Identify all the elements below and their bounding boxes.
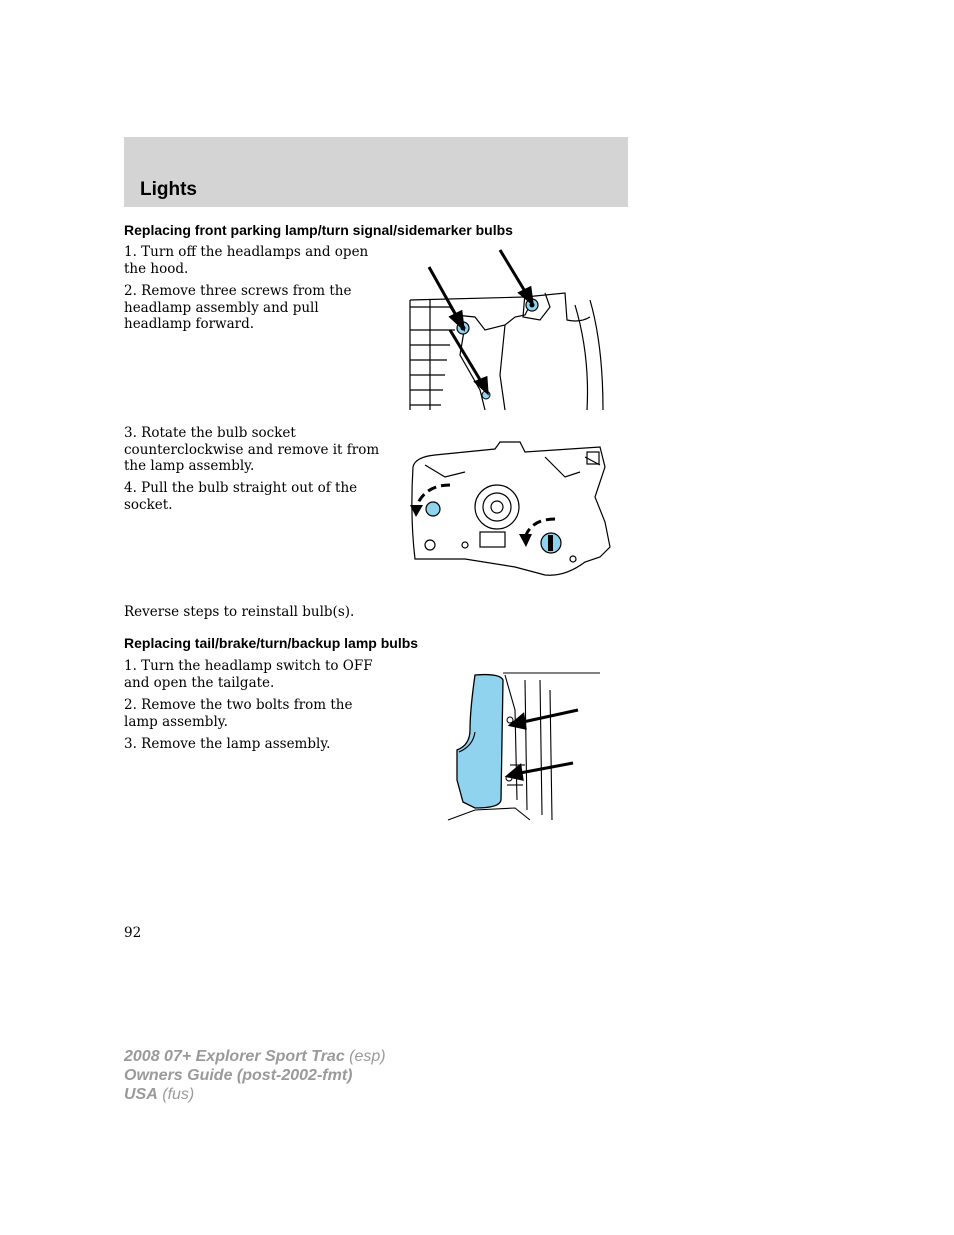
document-footer	[124, 1047, 386, 1104]
bulb-socket-illustration	[405, 437, 615, 582]
footer-line3-thin: (fus)	[162, 1086, 195, 1103]
footer-line2-bold: Owners Guide (post-2002-fmt)	[124, 1067, 353, 1084]
tail-lamp-illustration	[445, 670, 605, 825]
section-header-band	[124, 137, 628, 207]
section2-step-2: 2. Remove the two bolts from the lamp assembly.	[124, 697, 353, 730]
section1-step-3: 3. Rotate the bulb socket counterclockwise and remove it from the lamp assembly.	[124, 425, 380, 474]
footer-line3-bold: USA	[124, 1086, 158, 1103]
section1-heading: Replacing front parking lamp/turn signal/sidemarker bulbs	[124, 222, 513, 238]
section1-step-4: 4. Pull the bulb straight out of the socket.	[124, 480, 358, 513]
page-number: 92	[124, 925, 142, 941]
section2-heading: Replacing tail/brake/turn/backup lamp bulbs	[124, 635, 419, 651]
section1-step-2: 2. Remove three screws from the headlamp assembly and pull headlamp forward.	[124, 283, 352, 332]
headlamp-screws-illustration	[405, 245, 610, 415]
section1-note: Reverse steps to reinstall bulb(s).	[124, 604, 355, 620]
footer-line1-bold: 2008 07+ Explorer Sport Trac	[124, 1048, 345, 1065]
footer-line1-thin: (esp)	[349, 1048, 386, 1065]
section1-step-1: 1. Turn off the headlamps and open the hood.	[124, 244, 369, 277]
section2-step-3: 3. Remove the lamp assembly.	[124, 736, 331, 752]
section2-step-1: 1. Turn the headlamp switch to OFF and open the tailgate.	[124, 658, 373, 691]
page-title: Lights	[140, 179, 197, 200]
